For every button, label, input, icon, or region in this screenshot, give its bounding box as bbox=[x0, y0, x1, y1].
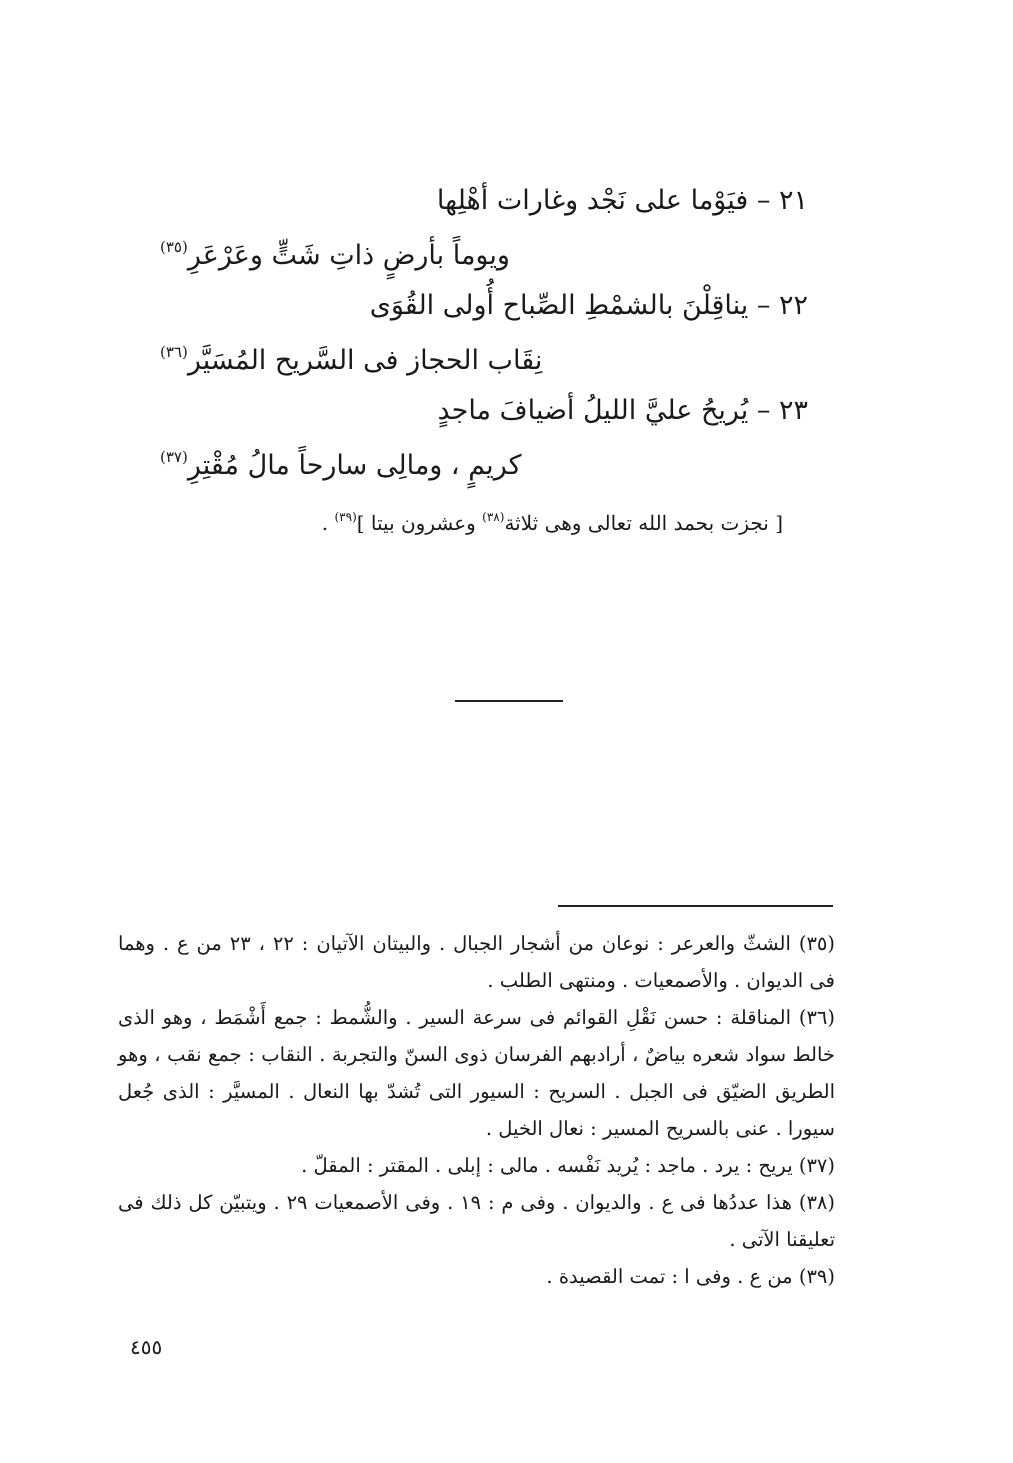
footnote-36: (٣٦) المناقلة : حسن نَقْلِ القوائم فى سرعة السير . والشُّمط : جمع أَشْمَط ، وهو الذى خالط سواد شعره بياضٌ ، أرادبهم الفرسان ذوى السنّ والتجربة . النقاب : جمع نقب ، وهو الطريق الضيّق فى الجبل . السريح : السيور التى تُشدّ بها النعال . المسيَّر : الذى جُعل سيورا . عنى بالسريح المسير : نعال الخيل . bbox=[118, 1006, 835, 1140]
section-divider bbox=[455, 700, 563, 702]
verse-second-hemistich-text: نِقَاب الحجاز فى السَّريح المُسَيَّر bbox=[187, 345, 543, 376]
footnote-reference: (٣٦) bbox=[160, 343, 188, 361]
verse-first-hemistich: ٢١ – فيَوْما على نَجْد وغارات أهْلِها bbox=[436, 185, 808, 216]
verse-23 bbox=[160, 388, 808, 489]
footnote-rule bbox=[558, 905, 833, 907]
footnote-reference: (٣٩) bbox=[334, 510, 357, 524]
verse-22 bbox=[160, 283, 808, 384]
verse-second-hemistich-text: ويوماً بأرضٍ ذاتِ شَتٍّ وعَرْعَرِ bbox=[187, 240, 510, 271]
footnote-reference: (٣٥) bbox=[160, 238, 188, 256]
verse-first-hemistich: ٢٣ – يُريحُ عليَّ الليلُ أضيافَ ماجدٍ bbox=[437, 395, 808, 426]
footnotes bbox=[118, 925, 835, 1295]
verse-second-hemistich bbox=[160, 224, 808, 279]
footnote-reference: (٣٨) bbox=[482, 510, 505, 524]
footnote-37: (٣٧) يريح : يرد . ماجد : يُريد نَفْسه . مالى : إبلى . المقتر : المقلّ . bbox=[301, 1154, 835, 1177]
footnote-38: (٣٨) هذا عددُها فى ع . والديوان . وفى م : ١٩ . وفى الأصمعيات ٢٩ . ويتبيّن كل ذلك فى تعليقنا الآتى . bbox=[118, 1191, 836, 1251]
footnote-reference: (٣٧) bbox=[160, 448, 188, 466]
colophon-end: . bbox=[321, 511, 335, 535]
footnote-35: (٣٥) الشثّ والعرعر : نوعان من أشجار الجبال . والبيتان الآتيان : ٢٢ ، ٢٣ من ع . وهما فى الديوان . والأصمعيات . ومنتهى الطلب . bbox=[118, 932, 835, 992]
verse-21 bbox=[160, 178, 808, 279]
colophon bbox=[322, 510, 783, 535]
page-number: ٤٥٥ bbox=[130, 1335, 163, 1359]
verse-second-hemistich-text: كريمٍ ، ومالِى سارحاً مالُ مُقْتِرِ bbox=[187, 450, 522, 481]
verse-first-hemistich: ٢٢ – يناقِلْنَ بالشمْطِ الصِّباح أُولى القُوَى bbox=[369, 290, 808, 321]
colophon-text: وعشرون بيتا ] bbox=[356, 511, 483, 535]
footnote-39: (٣٩) من ع . وفى ا : تمت القصيدة . bbox=[546, 1265, 835, 1288]
colophon-text: [ نجزت بحمد الله تعالى وهى ثلاثة bbox=[504, 511, 783, 535]
verse-block bbox=[160, 178, 808, 493]
verse-second-hemistich bbox=[160, 329, 808, 384]
verse-second-hemistich bbox=[160, 434, 808, 489]
